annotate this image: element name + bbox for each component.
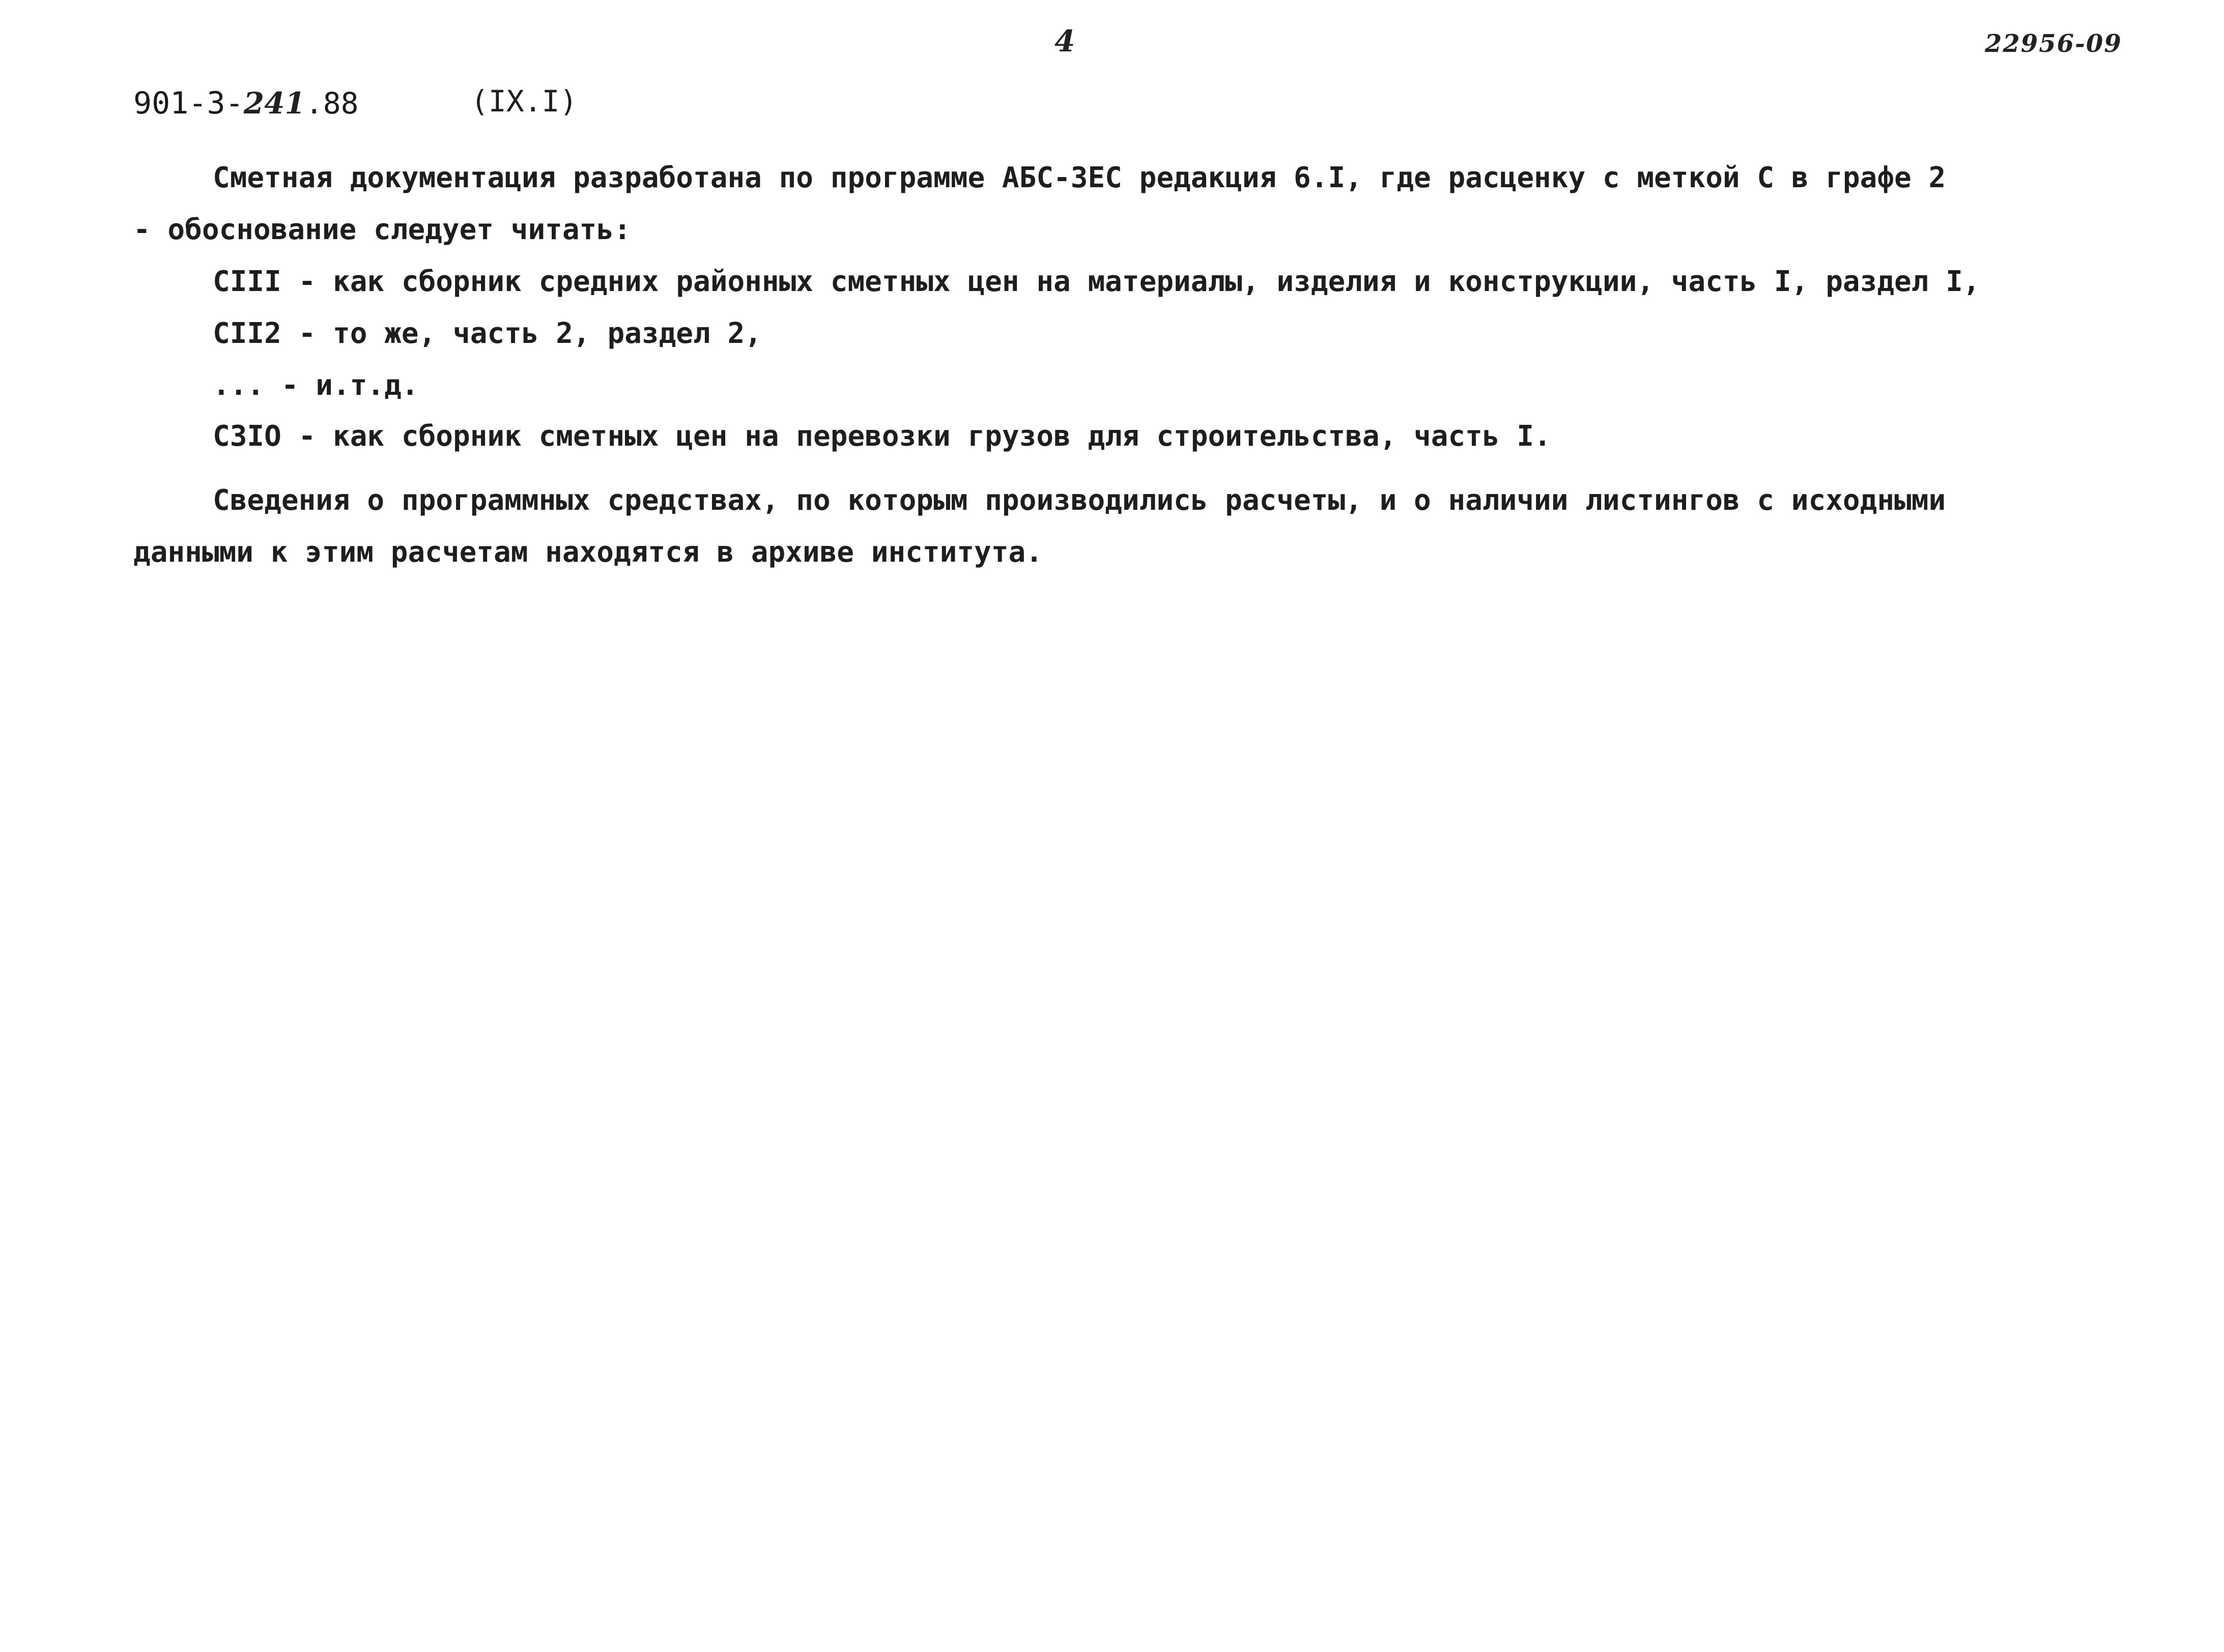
document-code-prefix: 901-3- — [133, 85, 244, 121]
page-number: 4 — [1054, 24, 1075, 59]
list-item-c111: СIII - как сборник средних районных сметных цен на материалы, изделия и конструкции, часть I, раздел I, — [213, 265, 1980, 298]
document-code — [133, 85, 359, 121]
archive-number: 22956-09 — [1985, 30, 2122, 58]
section-reference: (IX.I) — [471, 84, 578, 119]
paragraph-1-line-2: - обоснование следует читать: — [133, 213, 631, 246]
list-item-etc: ... - и.т.д. — [213, 369, 419, 402]
paragraph-2-line-2: данными к этим расчетам находятся в архиве института. — [133, 536, 1043, 569]
paragraph-1-line-1: Сметная документация разработана по программе АБС-ЗЕС редакция 6.I, где расценку с меткой С в графе 2 — [213, 161, 1946, 194]
paragraph-2-line-1: Сведения о программных средствах, по которым производились расчеты, и о наличии листингов с исходными — [213, 484, 1946, 517]
document-code-suffix: .88 — [305, 86, 359, 121]
list-item-c112: СII2 - то же, часть 2, раздел 2, — [213, 317, 762, 350]
list-item-c310: С3IO - как сборник сметных цен на перевозки грузов для строительства, часть I. — [213, 420, 1551, 453]
document-code-handwritten: 241 — [243, 86, 305, 121]
